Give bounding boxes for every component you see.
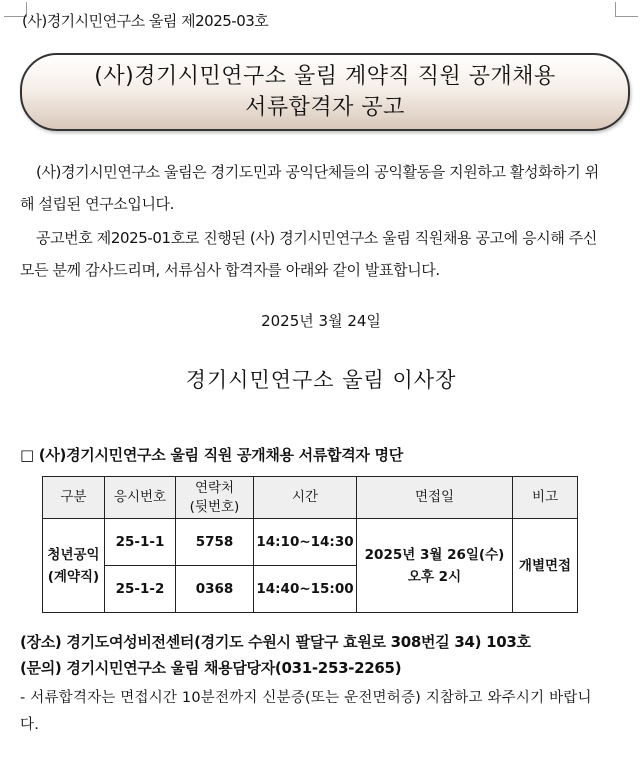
header-interview-date: 면접일: [357, 477, 513, 519]
category-cell: [43, 519, 105, 613]
category-line2: (계약직): [47, 568, 100, 585]
exam-number-cell: 25-1-2: [105, 566, 176, 613]
header-category: 구분: [43, 477, 105, 519]
time-cell: 14:40~15:00: [254, 566, 357, 613]
issuer-name: 경기시민연구소 울림 이사장: [185, 368, 457, 392]
header-contact: [176, 477, 254, 519]
notice-note: - 서류합격자는 면접시간 10분전까지 신분증(또는 운전면허증) 지참하고 와주시기 바랍니다.: [20, 690, 592, 733]
header-time: 시간: [254, 477, 357, 519]
announcement-paragraph: 공고번호 제2025-01호로 진행된 (사) 경기시민연구소 울림 직원채용 공고에 응시해 주신 모든 분께 감사드리며, 서류심사 합격자를 아래와 같이 발표합니다.: [20, 229, 597, 279]
remarks-cell: 개별면접: [513, 519, 578, 613]
section-title: □ (사)경기시민연구소 울림 직원 공개채용 서류합격자 명단: [20, 446, 403, 464]
interview-date-cell: [357, 519, 513, 613]
title-line-2: 서류합격자 공고: [245, 95, 405, 120]
title-banner: [20, 53, 630, 131]
exam-number-cell: 25-1-1: [105, 519, 176, 566]
contact-cell: 5758: [176, 519, 254, 566]
header-contact-line2: (뒷번호): [189, 498, 240, 515]
time-cell: 14:10~14:30: [254, 519, 357, 566]
header-exam-number: 응시번호: [105, 477, 176, 519]
category-line1: 청년공익: [47, 546, 100, 563]
interview-place: (장소) 경기도여성비전센터(경기도 수원시 팔달구 효원로 308번길 34) 103호: [20, 633, 531, 651]
table-header-row: [43, 477, 578, 519]
page-corner-mark-right: [615, 2, 638, 17]
interview-date-line2: 오후 2시: [407, 568, 462, 585]
intro-paragraph: (사)경기시민연구소 울림은 경기도민과 공익단체들의 공익활동을 지원하고 활성화하기 위해 설립된 연구소입니다.: [20, 163, 599, 213]
inquiry-contact: (문의) 경기시민연구소 울림 채용담당자(031-253-2265): [20, 659, 402, 677]
interview-date-line1: 2025년 3월 26일(수): [364, 546, 505, 563]
announcement-date: 2025년 3월 24일: [261, 312, 381, 330]
header-contact-line1: 연락처: [194, 479, 235, 496]
table-row: [43, 519, 578, 566]
title-line-1: (사)경기시민연구소 울림 계약직 직원 공개채용: [94, 64, 556, 89]
document-number: (사)경기시민연구소 울림 제2025-03호: [22, 12, 269, 30]
contact-cell: 0368: [176, 566, 254, 613]
passer-table: [42, 476, 578, 613]
header-remarks: 비고: [513, 477, 578, 519]
